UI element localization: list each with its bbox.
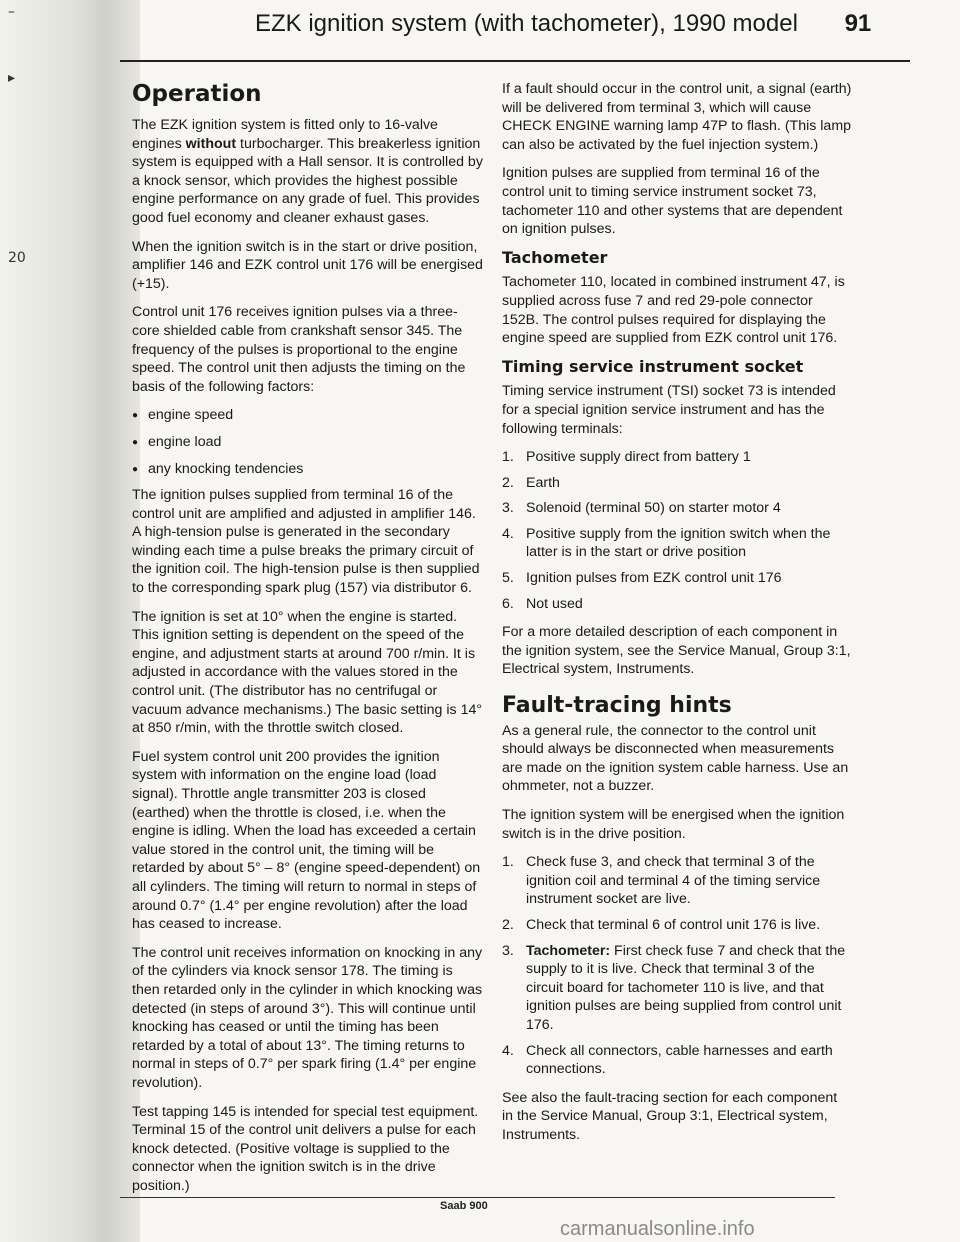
see-also-paragraph: See also the fault-tracing section for each component in the Service Manual, Group 3:1, Electrical system, Instruments. bbox=[502, 1089, 838, 1143]
operation-paragraph-2: When the ignition switch is in the start or drive position, amplifier 146 and EZK control unit 176 will be energised (+15). bbox=[132, 238, 483, 292]
margin-mark-20: 20 bbox=[8, 250, 26, 266]
header-rule bbox=[120, 60, 910, 62]
operation-paragraph-4: The ignition pulses supplied from terminal 16 of the control unit are amplified and adjusted in amplifier 146. A high-tension pulse is generated in the secondary winding each time a pulse breaks the primary circuit of the ignition coil. The high-tension pulse is then supplied to the corresponding spark plug (157) via distributor 6. bbox=[132, 487, 480, 597]
list-item: ● any knocking tendencies bbox=[132, 460, 484, 479]
tachometer-paragraph: Tachometer 110, located in combined instrument 47, is supplied across fuse 7 and red 29-pole connector 152B. The control pulses required for displaying the engine speed are supplied from EZK control unit 176. bbox=[502, 274, 845, 347]
operation-paragraph-8: Test tapping 145 is intended for special test equipment. Terminal 15 of the control unit delivers a pulse for each knock detected. (Positive voltage is supplied to the connector when the ignition switch is in the drive position.) bbox=[132, 1103, 479, 1194]
list-item: 3. Tachometer: First check fuse 7 and check that the supply to it is live. Check that terminal 3 of the circuit board for tachometer 110 is live, and that ignition pulses are being supplied from control unit 176. bbox=[502, 942, 846, 1033]
fault-signal-paragraph: If a fault should occur in the control unit, a signal (earth) will be delivered from terminal 3, which will cause CHECK ENGINE warning lamp 47P to flash. (This lamp can also be activated by the fuel injection system.) bbox=[502, 81, 852, 153]
page-number: 91 bbox=[844, 10, 872, 37]
list-item: ● engine load bbox=[132, 433, 484, 452]
fault-tracing-heading: Fault-tracing hints bbox=[502, 693, 732, 719]
page-header bbox=[255, 10, 910, 38]
list-item: 5. Ignition pulses from EZK control unit 176 bbox=[502, 570, 782, 587]
left-column bbox=[132, 80, 484, 1205]
list-item: ● engine speed bbox=[132, 406, 484, 425]
page-title: EZK ignition system (with tachometer), 1990 model bbox=[255, 10, 798, 37]
terminal-list bbox=[502, 448, 852, 613]
operation-paragraph-3: Control unit 176 receives ignition pulses via a three-core shielded cable from crankshaft sensor 345. The frequency of the pulses is proportional to the engine speed. The control unit then adjusts the timing on the basis of the following factors: bbox=[132, 304, 466, 395]
without-emphasis: without bbox=[185, 135, 237, 152]
list-item: 6. Not used bbox=[502, 595, 583, 612]
ignition-pulses-paragraph: Ignition pulses are supplied from terminal 16 of the control unit to timing service instrument socket 73, tachometer 110 and other systems that are dependent on ignition pulses. bbox=[502, 165, 843, 238]
footer-rule bbox=[120, 1197, 835, 1198]
operation-paragraph-6: Fuel system control unit 200 provides the ignition system with information on the engine load (load signal). Throttle angle transmitter 203 is closed (earthed) when the throttle is closed, i.e. when the engine is idling. When the load has exceeded a certain value stored in the control unit, the timing will be retarded by about 5° – 8° (engine speed-dependent) on all cylinders. The timing will return to normal in steps of around 0.7° (1.4° per engine revolution) after the load has ceased to increase. bbox=[132, 748, 481, 933]
tachometer-label: Tachometer: bbox=[526, 942, 611, 959]
list-item: 1. Positive supply direct from battery 1 bbox=[502, 449, 751, 466]
operation-paragraph-7: The control unit receives information on knocking in any of the cylinders via knock sensor 178. The timing is then retarded only in the cylinder in which knocking was detected (in steps of around 3°). This will continue until knocking has ceased or until the timing has been retarded by a total of about 13°. The timing returns to normal in steps of 0.7° per spark firing (1.4° per engine revolution). bbox=[132, 944, 483, 1091]
socket-heading: Timing service instrument socket bbox=[502, 356, 804, 376]
operation-heading: Operation bbox=[132, 81, 262, 107]
list-item: 2. Check that terminal 6 of control unit 176 is live. bbox=[502, 916, 821, 933]
service-manual-paragraph: For a more detailed description of each component in the ignition system, see the Service Manual, Group 3:1, Electrical system, Instruments. bbox=[502, 624, 851, 678]
margin-dash: – bbox=[8, 4, 15, 20]
list-item: 4. Check all connectors, cable harnesses and earth connections. bbox=[502, 1042, 833, 1078]
energised-paragraph: The ignition system will be energised when the ignition switch is in the drive position. bbox=[502, 807, 845, 842]
fault-steps-list bbox=[502, 853, 852, 1079]
watermark: carmanualsonline.info bbox=[560, 1218, 755, 1240]
list-item: 2. Earth bbox=[502, 474, 560, 491]
socket-paragraph: Timing service instrument (TSI) socket 73 is intended for a special ignition service instrument and has the following terminals: bbox=[502, 383, 836, 437]
list-item: 4. Positive supply from the ignition switch when the latter is in the start or drive position bbox=[502, 525, 831, 561]
list-item: 3. Solenoid (terminal 50) on starter motor 4 bbox=[502, 500, 781, 517]
factor-list bbox=[132, 406, 484, 478]
operation-paragraph-5: The ignition is set at 10° when the engine is started. This ignition setting is dependent on the speed of the engine, and adjustment starts at around 700 r/min. It is adjusted in accordance with the values stored in the control unit. (The distributor has no centrifugal or vacuum advance mechanisms.) The basic setting is 14° at 850 r/min, with the throttle switch closed. bbox=[132, 608, 483, 737]
operation-paragraph-1: The EZK ignition system is fitted only to 16-valve engines without turbocharger. This breakerless ignition system is equipped with a Hall sensor. It is controlled by a knock sensor, which provides the highest possible engine performance on any grade of fuel. This provides good fuel economy and cleaner exhaust gases. bbox=[132, 117, 483, 226]
tachometer-heading: Tachometer bbox=[502, 247, 608, 267]
list-item: 1. Check fuse 3, and check that terminal 3 of the ignition coil and terminal 4 of the timing service instrument socket are live. bbox=[502, 854, 821, 908]
page-footer: Saab 900 bbox=[440, 1200, 488, 1212]
margin-tick: ▸ bbox=[8, 70, 16, 86]
scan-binding-shadow bbox=[0, 0, 140, 1242]
right-column bbox=[502, 80, 852, 1155]
fault-rule-paragraph: As a general rule, the connector to the control unit should always be disconnected when measurements are made on the ignition system cable harness. Use an ohmmeter, not a buzzer. bbox=[502, 722, 849, 795]
